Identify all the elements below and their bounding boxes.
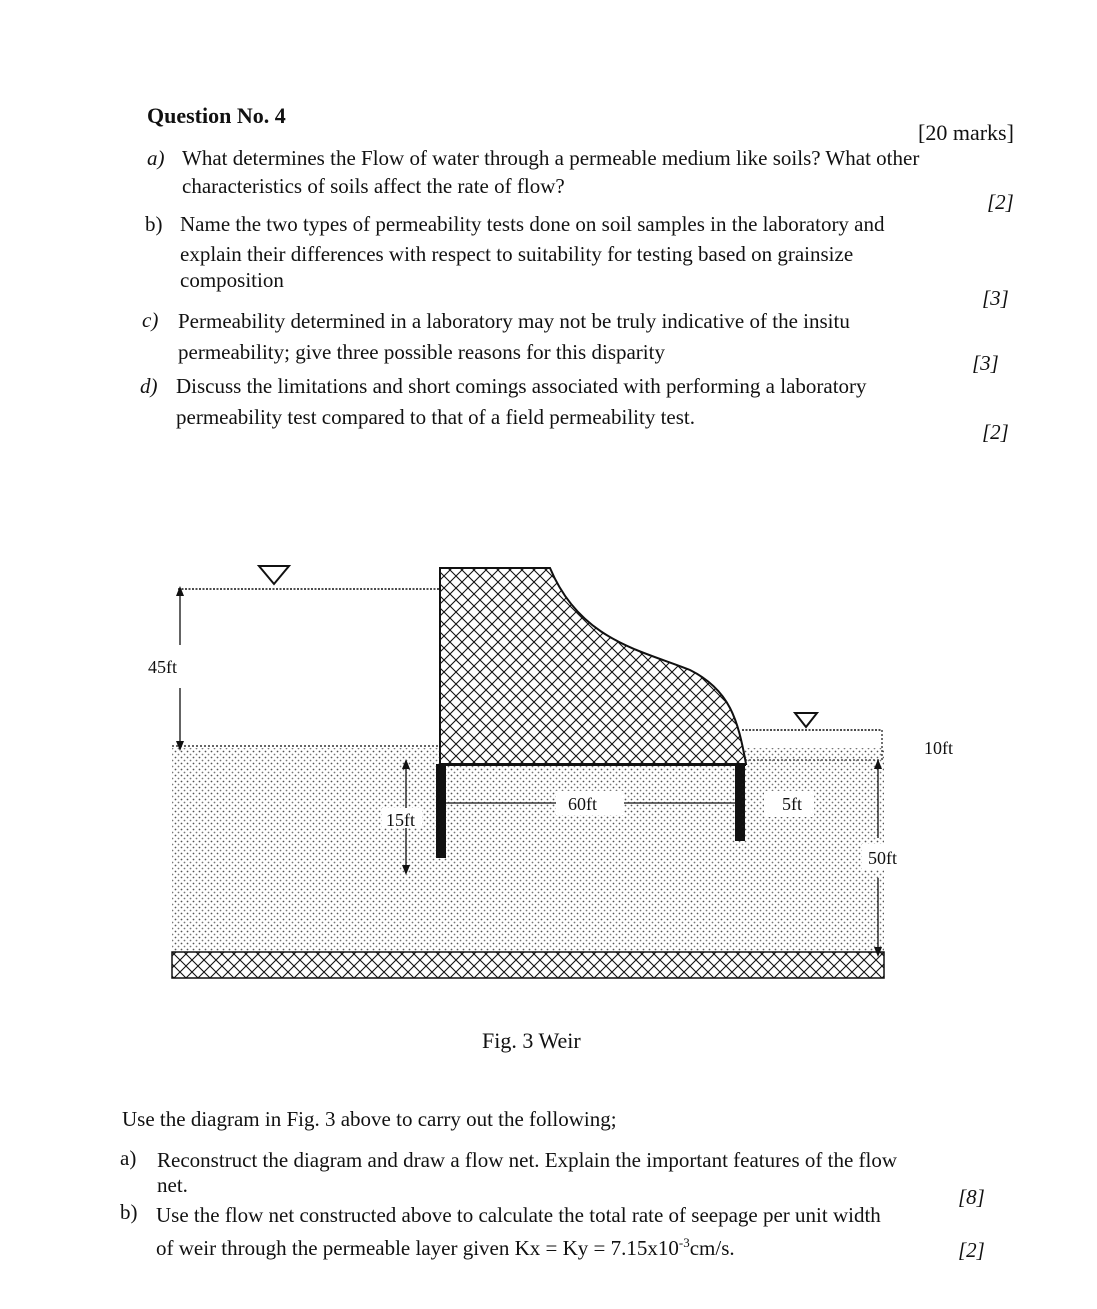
task-b-units: cm/s. bbox=[689, 1236, 735, 1260]
question-d-marks: [2] bbox=[982, 420, 1009, 444]
task-b-line1: Use the flow net constructed above to calculate the total rate of seepage per unit width bbox=[156, 1203, 881, 1227]
task-b-exponent: -3 bbox=[678, 1235, 690, 1250]
question-c-marks: [3] bbox=[972, 351, 999, 375]
task-b-line2 bbox=[156, 1230, 735, 1261]
question-a-marks: [2] bbox=[987, 190, 1014, 214]
task-a-line1: Reconstruct the diagram and draw a flow net. Explain the important features of the flow bbox=[157, 1148, 898, 1172]
question-d-line2: permeability test compared to that of a field permeability test. bbox=[176, 405, 695, 429]
downstream-sheet-pile bbox=[735, 764, 745, 841]
question-c-line2: permeability; give three possible reasons for this disparity bbox=[178, 340, 665, 364]
downstream-water-symbol bbox=[795, 713, 817, 727]
dim-50ft-label: 50ft bbox=[868, 848, 897, 868]
question-d-line1: Discuss the limitations and short comings associated with performing a laboratory bbox=[176, 374, 867, 398]
task-b-line2-text: of weir through the permeable layer given Kx = Ky = 7.15x10 bbox=[156, 1236, 679, 1260]
weir-body bbox=[440, 568, 746, 764]
task-a-marks: [8] bbox=[958, 1185, 985, 1209]
question-title: Question No. 4 bbox=[147, 103, 286, 128]
upstream-water-symbol bbox=[259, 566, 289, 584]
question-b-line1: Name the two types of permeability tests done on soil samples in the laboratory and bbox=[180, 212, 885, 236]
tasks-intro: Use the diagram in Fig. 3 above to carry out the following; bbox=[122, 1107, 617, 1131]
task-b-marks: [2] bbox=[958, 1238, 985, 1262]
total-marks: [20 marks] bbox=[918, 120, 1014, 145]
figure-caption: Fig. 3 Weir bbox=[482, 1028, 581, 1053]
question-a-line1: What determines the Flow of water through a permeable medium like soils? What other bbox=[182, 146, 920, 170]
question-b-line3: composition bbox=[180, 268, 284, 292]
permeable-soil-layer bbox=[172, 748, 884, 952]
dim-5ft-label: 5ft bbox=[782, 794, 802, 814]
question-b-label: b) bbox=[145, 212, 163, 236]
dim-60ft-label: 60ft bbox=[568, 794, 597, 814]
dim-45ft-label: 45ft bbox=[148, 657, 177, 677]
question-c-label: c) bbox=[142, 308, 159, 332]
question-a-line2: characteristics of soils affect the rate of flow? bbox=[182, 174, 565, 198]
question-c-line1: Permeability determined in a laboratory may not be truly indicative of the insitu bbox=[178, 309, 850, 333]
question-b-line2: explain their differences with respect to suitability for testing based on grainsize bbox=[180, 242, 854, 266]
question-d-label: d) bbox=[140, 374, 158, 398]
impermeable-base bbox=[172, 952, 884, 978]
dim-15ft-label: 15ft bbox=[386, 810, 415, 830]
task-a-line2: net. bbox=[157, 1173, 188, 1197]
task-a-label: a) bbox=[120, 1146, 137, 1170]
question-a-label: a) bbox=[147, 146, 165, 170]
dim-10ft-label: 10ft bbox=[924, 738, 953, 758]
question-b-marks: [3] bbox=[982, 286, 1009, 310]
upstream-sheet-pile bbox=[436, 764, 446, 858]
task-b-label: b) bbox=[120, 1200, 138, 1224]
